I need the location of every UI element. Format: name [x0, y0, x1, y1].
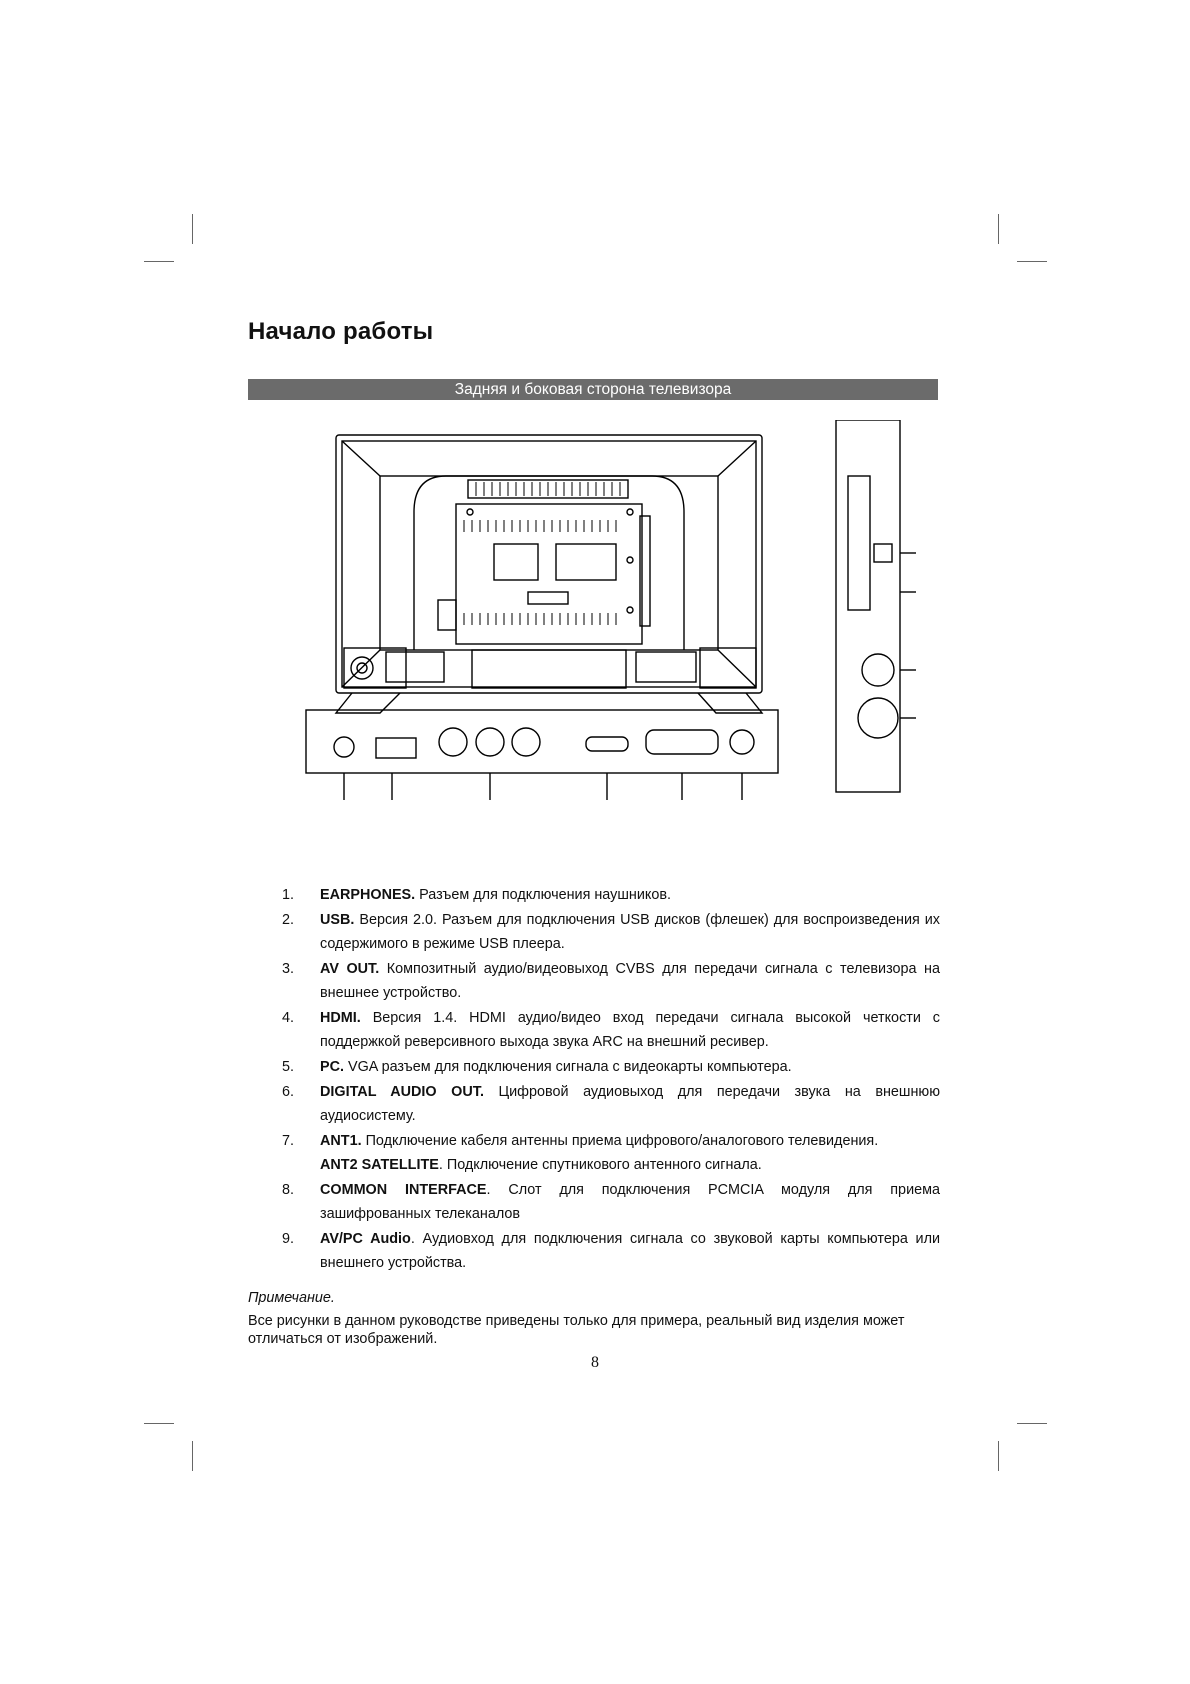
- item-text-secondary: . Подключение спутникового антенного сигнала.: [438, 1157, 762, 1173]
- page-title: Начало работы: [248, 318, 434, 345]
- tv-bottom-connectors: [306, 710, 778, 800]
- tv-rear-view: [336, 435, 762, 713]
- item-term: AV/PC Audio: [320, 1231, 411, 1247]
- list-item: [282, 1227, 940, 1275]
- item-number: 6.: [282, 1084, 295, 1100]
- item-number: 9.: [282, 1231, 295, 1247]
- tv-side-view: [836, 420, 916, 792]
- list-item: [282, 908, 940, 956]
- list-item: [282, 1055, 940, 1079]
- item-text: . Аудиовход для подключения сигнала со звуковой карты компьютера или внешнего устройства.: [320, 1231, 940, 1271]
- item-text: Версия 2.0. Разъем для подключения USB дисков (флешек) для воспроизведения их содержимого в режиме USB плеера.: [320, 912, 940, 952]
- item-term: EARPHONES.: [320, 887, 416, 903]
- item-text: Композитный аудио/видеовыход CVBS для передачи сигнала с телевизора на внешнее устройство.: [320, 961, 940, 1001]
- list-item: [282, 957, 940, 1005]
- crop-mark: [192, 214, 193, 244]
- item-number: 1.: [282, 887, 295, 903]
- item-term: HDMI.: [320, 1010, 361, 1026]
- connector-list: [282, 883, 940, 1276]
- crop-mark: [1017, 261, 1047, 262]
- item-term: PC.: [320, 1059, 344, 1075]
- tv-connectors-diagram-icon: [296, 420, 916, 860]
- note-text: Все рисунки в данном руководстве приведены только для примера, реальный вид изделия может отличаться от изображений.: [248, 1313, 905, 1347]
- crop-mark: [144, 1423, 174, 1424]
- page-number: 8: [591, 1354, 599, 1371]
- item-number: 8.: [282, 1182, 295, 1198]
- item-term: USB.: [320, 912, 355, 928]
- crop-mark: [1017, 1423, 1047, 1424]
- item-text: Цифровой аудиовыход для передачи звука на внешнюю аудиосистему.: [320, 1084, 940, 1124]
- item-number: 7.: [282, 1133, 295, 1149]
- item-number: 3.: [282, 961, 295, 977]
- crop-mark: [192, 1441, 193, 1471]
- crop-mark: [998, 214, 999, 244]
- crop-mark: [998, 1441, 999, 1471]
- item-number: 4.: [282, 1010, 295, 1026]
- item-term: COMMON INTERFACE: [320, 1182, 487, 1198]
- item-text: VGA разъем для подключения сигнала с видеокарты компьютера.: [344, 1059, 792, 1075]
- item-number: 2.: [282, 912, 295, 928]
- note-title: Примечание.: [248, 1290, 335, 1306]
- item-term-secondary: ANT2 SATELLITE: [320, 1157, 439, 1173]
- item-text: Разъем для подключения наушников.: [415, 887, 671, 903]
- item-number: 5.: [282, 1059, 295, 1075]
- item-term: AV OUT.: [320, 961, 380, 977]
- item-term: ANT1.: [320, 1133, 362, 1149]
- list-item: [282, 1129, 940, 1177]
- item-text: . Слот для подключения PCMCIA модуля для приема зашифрованных телеканалов: [320, 1182, 941, 1222]
- list-item: [282, 1178, 940, 1226]
- list-item: [282, 1080, 940, 1128]
- crop-mark: [144, 261, 174, 262]
- list-item: [282, 883, 940, 907]
- item-text: Версия 1.4. HDMI аудио/видео вход передачи сигнала высокой четкости с поддержкой реверсивного выхода звука ARC на внешний ресивер.: [320, 1010, 940, 1050]
- item-term: DIGITAL AUDIO OUT.: [320, 1084, 484, 1100]
- list-item: [282, 1006, 940, 1054]
- section-header: Задняя и боковая сторона телевизора: [248, 379, 938, 400]
- item-text: Подключение кабеля антенны приема цифрового/аналогового телевидения.: [361, 1133, 879, 1149]
